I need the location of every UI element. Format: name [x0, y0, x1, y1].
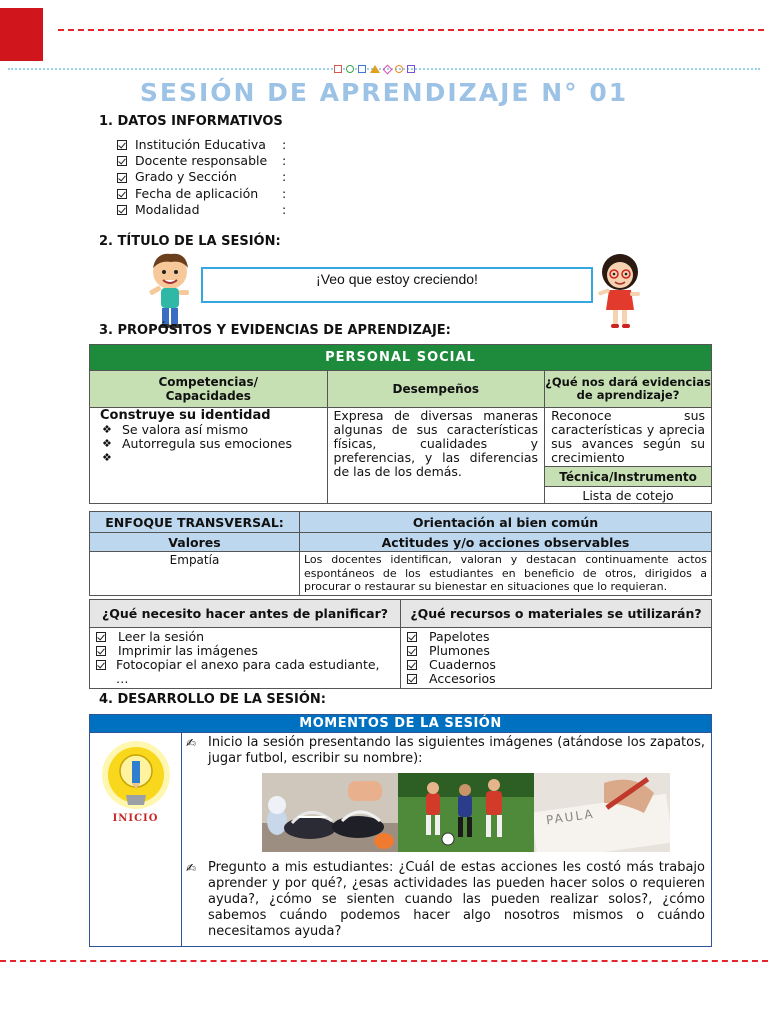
- col-valores: Valores: [90, 533, 300, 552]
- col-evidencias: ¿Qué nos dará evidencias de aprendizaje?: [545, 371, 712, 408]
- circle-ornament-icon: [395, 65, 403, 73]
- enfoque-label: ENFOQUE TRANSVERSAL:: [90, 512, 300, 533]
- tecnica-label: Técnica/Instrumento: [545, 467, 712, 487]
- session-title-box: ¡Veo que estoy creciendo!: [201, 267, 593, 303]
- paragraph-inicio: ✍ Inicio la sesión presentando las siguientes imágenes (atándose los zapatos, jugar futbol, escribir su nombre):: [186, 735, 705, 766]
- diamond-bullet-icon: ❖: [102, 451, 112, 464]
- propositos-table: [89, 344, 712, 504]
- section-heading-titulo: 2. TÍTULO DE LA SESIÓN:: [99, 234, 281, 249]
- checkbox-icon: [96, 646, 106, 656]
- actitud-cell: Los docentes identifican, valoran y destacan continuamente actos espontáneos de los estudiantes en beneficio de otros, dirigidos a procurar o restaurar su bienestar en situaciones que lo requieran.: [300, 552, 712, 596]
- momentos-header: MOMENTOS DE LA SESIÓN: [90, 715, 712, 733]
- girl-illustration: [596, 252, 644, 330]
- checkbox-icon: [96, 632, 106, 642]
- antes-item: Fotocopiar el anexo para cada estudiante, …: [96, 658, 394, 686]
- diamond-ornament-icon: [383, 64, 393, 74]
- info-label: Docente responsable: [135, 153, 268, 169]
- info-row-institucion: [117, 137, 286, 153]
- checkbox-icon: [117, 205, 127, 215]
- info-separator: :: [282, 201, 287, 217]
- info-separator: :: [282, 185, 287, 201]
- antes-cell: [90, 628, 401, 689]
- writing-hand-icon: ✍: [186, 736, 197, 750]
- info-separator: :: [282, 153, 287, 169]
- info-label: Fecha de aplicación: [135, 185, 259, 201]
- checkbox-icon: [407, 674, 417, 684]
- capacidad-item: ❖ Autorregula sus emociones: [102, 436, 293, 451]
- photo-name-label: PAULA: [545, 806, 596, 828]
- checkbox-icon: [117, 173, 127, 183]
- antes-item: Leer la sesión: [96, 630, 394, 644]
- boy-illustration: [146, 250, 196, 330]
- square-ornament-icon: [358, 65, 366, 73]
- writing-hand-icon: ✍: [186, 861, 197, 875]
- area-header: PERSONAL SOCIAL: [90, 345, 712, 371]
- recurso-item: Cuadernos: [407, 658, 705, 672]
- square-ornament-icon: [407, 65, 415, 73]
- info-separator: :: [282, 169, 287, 185]
- diamond-bullet-icon: ❖: [102, 437, 112, 450]
- desempeno-cell: Expresa de diversas maneras algunas de sus características físicas, cualidades y preferencias, y las diferencias de las de los demás.: [327, 408, 545, 504]
- bottom-dashed-line: [0, 960, 768, 962]
- section-heading-propositos: 3. PROPÓSITOS Y EVIDENCIAS DE APRENDIZAJE:: [99, 323, 451, 338]
- recurso-item: Plumones: [407, 644, 705, 658]
- inicio-cell: [90, 733, 182, 947]
- checkbox-icon: [407, 660, 417, 670]
- datos-informativos-list: [117, 137, 286, 218]
- checkbox-icon: [96, 660, 106, 670]
- checkbox-icon: [117, 189, 127, 199]
- checkbox-icon: [407, 646, 417, 656]
- section-heading-desarrollo: 4. DESARROLLO DE LA SESIÓN:: [99, 692, 326, 707]
- page-title: SESIÓN DE APRENDIZAJE N° 01: [139, 78, 629, 107]
- inicio-label: INICIO: [112, 813, 159, 824]
- info-row-grado: [117, 169, 286, 185]
- recurso-item: Papelotes: [407, 630, 705, 644]
- evidencia-cell: Reconoce sus características y aprecia sus avances según su crecimiento: [545, 408, 712, 467]
- info-label: Modalidad: [135, 201, 200, 217]
- col-actitudes: Actitudes y/o acciones observables: [300, 533, 712, 552]
- checkbox-icon: [407, 632, 417, 642]
- competencias-cell: [90, 408, 328, 504]
- enfoque-table: [89, 511, 712, 596]
- activity-photos: [262, 773, 705, 852]
- antes-item: Imprimir las imágenes: [96, 644, 394, 658]
- info-label: Institución Educativa: [135, 137, 266, 152]
- info-row-fecha: [117, 186, 286, 202]
- enfoque-name: Orientación al bien común: [300, 512, 712, 533]
- top-dashed-line: [58, 29, 764, 31]
- momentos-content: [182, 733, 712, 947]
- momentos-table: [89, 714, 712, 947]
- tecnica-value: Lista de cotejo: [545, 487, 712, 504]
- info-row-docente: [117, 153, 286, 169]
- checkbox-icon: [117, 140, 127, 150]
- planificacion-table: [89, 599, 712, 689]
- diamond-bullet-icon: ❖: [102, 423, 112, 436]
- section-heading-datos: 1. DATOS INFORMATIVOS: [99, 114, 283, 129]
- col-antes: ¿Qué necesito hacer antes de planificar?: [90, 600, 401, 628]
- recursos-cell: [401, 628, 712, 689]
- col-desempenos: Desempeños: [327, 371, 545, 408]
- photo-playing-football: [398, 773, 534, 852]
- col-recursos: ¿Qué recursos o materiales se utilizarán?: [401, 600, 712, 628]
- corner-decoration: [0, 8, 43, 61]
- paragraph-preguntas: ✍ Pregunto a mis estudiantes: ¿Cuál de estas acciones les costó más trabajo aprender y por qué?, ¿esas actividades las pueden hacer solos o requieren ayuda?, ¿cómo se sienten cuando las pueden realizar solos?, ¿cómo sabemos cuándo podemos hacer algo nosotros mismos o cuándo necesitamos ayuda?: [186, 860, 705, 939]
- valor-cell: Empatía: [90, 552, 300, 596]
- triangle-ornament-icon: [370, 65, 380, 73]
- recurso-item: Accesorios: [407, 672, 705, 686]
- photo-writing-name: [534, 773, 670, 852]
- circle-ornament-icon: [346, 65, 354, 73]
- checkbox-icon: [117, 156, 127, 166]
- competencia-title: Construye su identidad: [100, 408, 271, 423]
- info-row-modalidad: [117, 202, 286, 218]
- info-label: Grado y Sección: [135, 169, 237, 185]
- capacidad-item: ❖ Se valora así mismo: [102, 422, 249, 437]
- col-competencias: Competencias/ Capacidades: [90, 371, 328, 408]
- photo-tying-shoes: [262, 773, 398, 852]
- square-ornament-icon: [334, 65, 342, 73]
- capacidad-item: [96, 451, 321, 465]
- info-separator: :: [282, 137, 287, 152]
- shape-ornaments: [334, 63, 415, 75]
